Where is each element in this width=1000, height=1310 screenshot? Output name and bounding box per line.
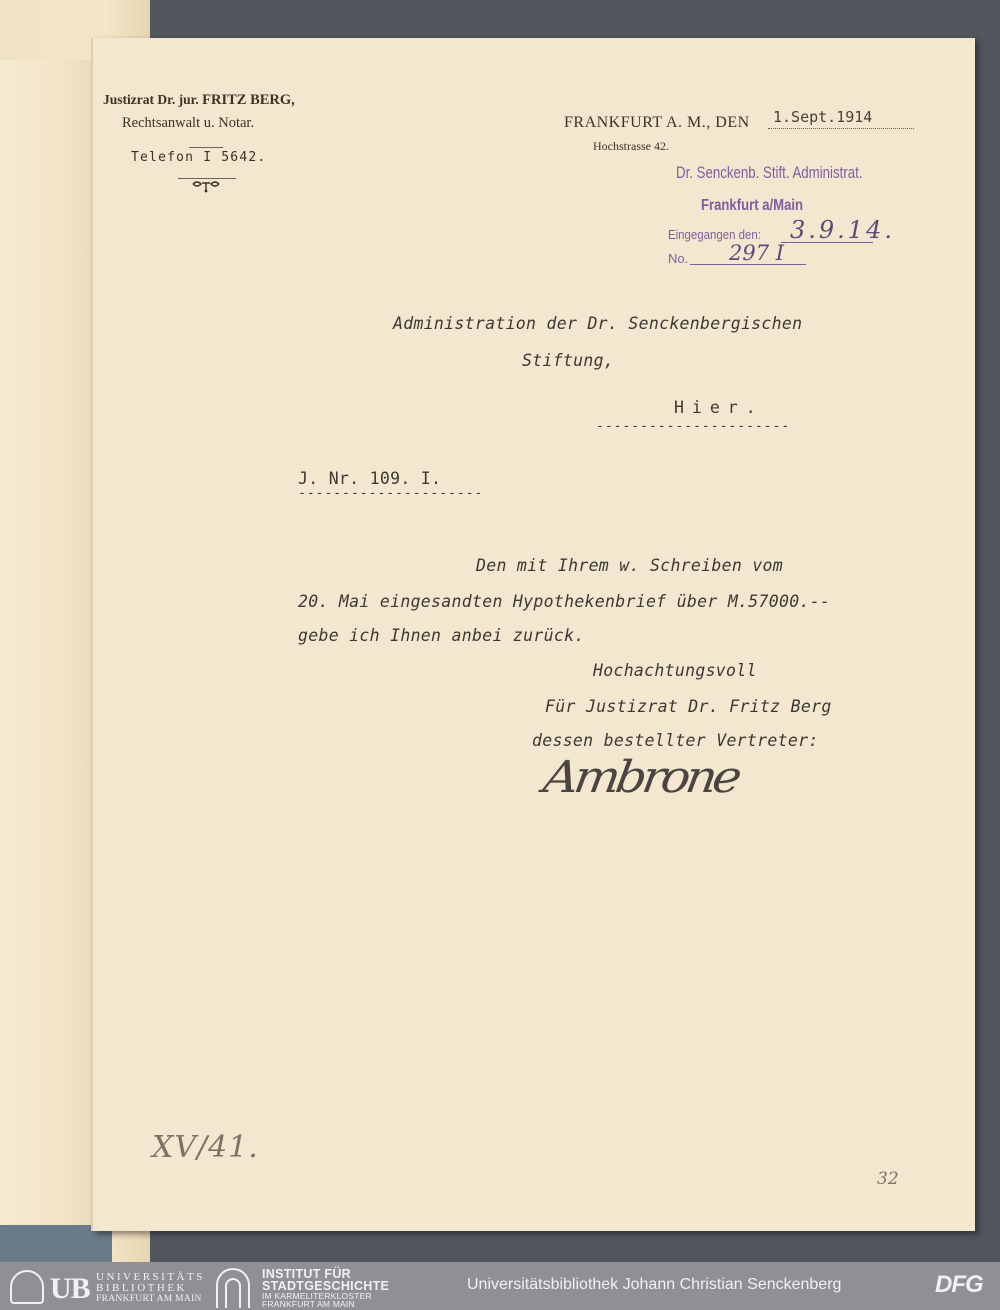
institute-line-4: FRANKFURT AM MAIN: [262, 1299, 355, 1309]
addressee-location: Hier.: [674, 398, 764, 417]
institute-line-3: IM KARMELITERKLOSTER: [262, 1291, 372, 1301]
university-line-3: FRANKFURT AM MAIN: [96, 1294, 202, 1304]
addressee-line-2: Stiftung,: [522, 351, 615, 370]
street-address: Hochstrasse 42.: [593, 139, 669, 153]
closing-on-behalf: Für Justizrat Dr. Fritz Berg: [545, 697, 832, 716]
reference-underline: ---------------------: [298, 486, 484, 501]
closing-representative: dessen bestellter Vertreter:: [532, 731, 819, 750]
stamp-number: 297 I: [729, 241, 785, 265]
ornament-icon: [190, 179, 222, 197]
underlying-page-fold: [0, 60, 96, 1230]
letterhead-profession: Rechtsanwalt u. Notar.: [122, 115, 255, 131]
institute-logo[interactable]: [262, 1268, 389, 1292]
place-line: FRANKFURT A. M., DEN: [564, 114, 750, 131]
archive-mark: XV/41.: [152, 1130, 259, 1165]
closing-greeting: Hochachtungsvoll: [593, 661, 757, 680]
university-line-1: UNIVERSITÄTS: [96, 1271, 205, 1283]
stamp-city: Frankfurt a/Main: [701, 197, 804, 214]
addressee-line-1: Administration der Dr. Senckenbergischen: [393, 314, 803, 333]
university-library-logo[interactable]: [96, 1272, 205, 1305]
folio-number: 32: [877, 1169, 899, 1189]
body-line-2: 20. Mai eingesandten Hypothekenbrief über M.57000.--: [298, 592, 831, 611]
stamp-received-label: Eingegangen den:: [668, 227, 761, 242]
body-line-1: Den mit Ihrem w. Schreiben vom: [476, 556, 784, 575]
university-line-2: BIBLIOTHEK: [96, 1282, 187, 1294]
reference-number: J. Nr. 109. I.: [298, 469, 442, 488]
letterhead-divider: [189, 147, 223, 148]
ub-portrait-icon: [10, 1270, 44, 1304]
stamp-institution: Dr. Senckenb. Stift. Administrat.: [676, 163, 863, 182]
date-underline: [768, 128, 914, 129]
institute-line-1: INSTITUT FÜR: [262, 1267, 352, 1281]
letter-date: 1.Sept.1914: [773, 108, 873, 126]
institute-line-2: STADTGESCHICHTE: [262, 1279, 390, 1293]
stamp-number-label: No.: [668, 251, 689, 266]
stamp-received-date: 3.9.14.: [790, 216, 895, 244]
ub-logo-text: UB: [50, 1272, 90, 1305]
letterhead-phone: Telefon I 5642.: [131, 150, 267, 165]
handwritten-signature: Ambrone: [540, 752, 742, 803]
letterhead-name: FRITZ BERG,: [202, 92, 295, 108]
ub-logo[interactable]: [50, 1272, 90, 1306]
institute-subtitle: [262, 1292, 372, 1308]
institute-arch-inner-icon: [225, 1278, 241, 1308]
body-line-3: gebe ich Ihnen anbei zurück.: [298, 626, 585, 645]
footer-title: Universitätsbibliothek Johann Christian Senckenberg: [467, 1276, 842, 1293]
letterhead-title: [103, 92, 295, 109]
dfg-logo[interactable]: DFG: [935, 1271, 983, 1298]
location-underline: ----------------------: [596, 419, 791, 434]
letterhead-title-prefix: Justizrat Dr. jur.: [103, 92, 199, 107]
